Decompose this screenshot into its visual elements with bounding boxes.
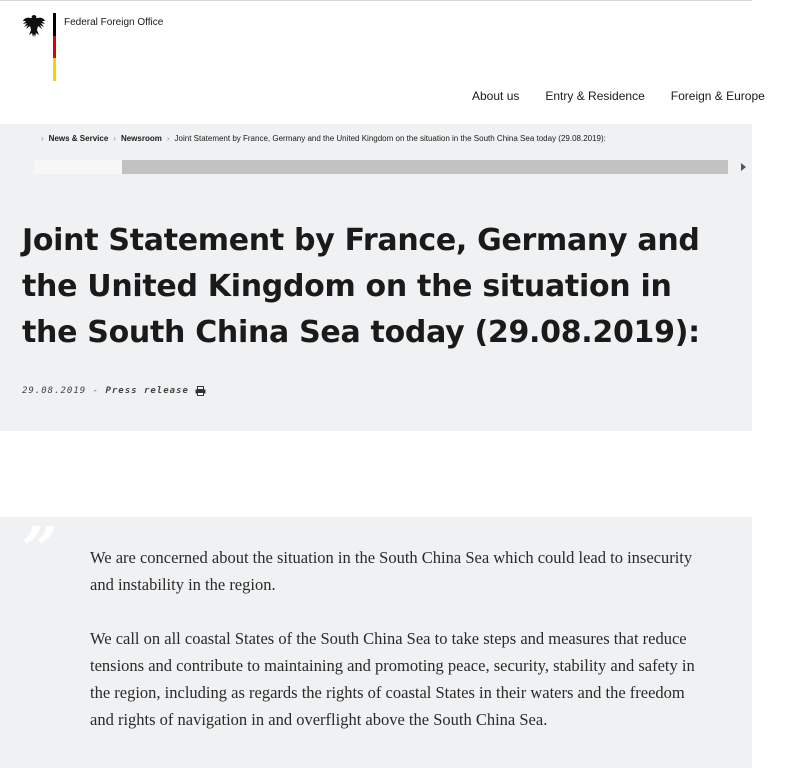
meta-separator: - xyxy=(86,386,106,396)
nav-item-foreign-europe[interactable]: Foreign & Europe xyxy=(670,89,765,103)
federal-eagle-icon xyxy=(22,13,46,41)
quote-paragraph: We call on all coastal States of the South China Sea to take steps and measures that reduce tensions and contribute to maintaining and promoting peace, security, stability and safety in the region, including as regards the rights of coastal States in their waters and the freedom and rights of navigation in and overflight above the South China Sea. xyxy=(90,629,695,729)
breadcrumb-separator-icon: › xyxy=(41,134,44,143)
breadcrumb-scrollbar[interactable] xyxy=(34,160,752,174)
breadcrumb-item-current: Joint Statement by France, Germany and the United Kingdom on the situation in the South China Sea today (29.08.2019): xyxy=(174,134,606,143)
article-type: Press release xyxy=(105,386,189,396)
article-date: 29.08.2019 xyxy=(22,386,87,396)
breadcrumb-separator-icon: › xyxy=(113,134,116,143)
breadcrumb-separator-icon: › xyxy=(166,134,170,143)
breadcrumb xyxy=(36,134,606,143)
article-meta xyxy=(22,386,206,396)
nav-item-about-us[interactable]: About us xyxy=(472,89,520,103)
main-navigation xyxy=(472,89,791,103)
site-logo[interactable] xyxy=(22,13,163,81)
scroll-right-arrow-icon[interactable] xyxy=(741,163,746,171)
scrollbar-thumb[interactable] xyxy=(122,160,728,174)
quote-block xyxy=(0,513,752,768)
site-header xyxy=(0,0,765,124)
article-header xyxy=(0,124,752,431)
breadcrumb-item-news-service[interactable]: News & Service xyxy=(48,134,109,143)
page-title: Joint Statement by France, Germany and the United Kingdom on the situation in the South China Sea today (29.08.2019): xyxy=(22,223,700,350)
site-name: Federal Foreign Office xyxy=(64,17,164,28)
quote-paragraph: We are concerned about the situation in the South China Sea which could lead to insecurity and instability in the region. xyxy=(90,548,693,594)
scrollbar-track[interactable] xyxy=(34,160,122,174)
quote-mark-icon: ” xyxy=(22,513,58,586)
quote-text xyxy=(90,544,700,760)
flag-bar xyxy=(53,13,56,81)
breadcrumb-item-newsroom[interactable]: Newsroom xyxy=(120,134,162,143)
nav-item-entry-residence[interactable]: Entry & Residence xyxy=(545,89,645,103)
print-icon[interactable] xyxy=(195,386,206,396)
